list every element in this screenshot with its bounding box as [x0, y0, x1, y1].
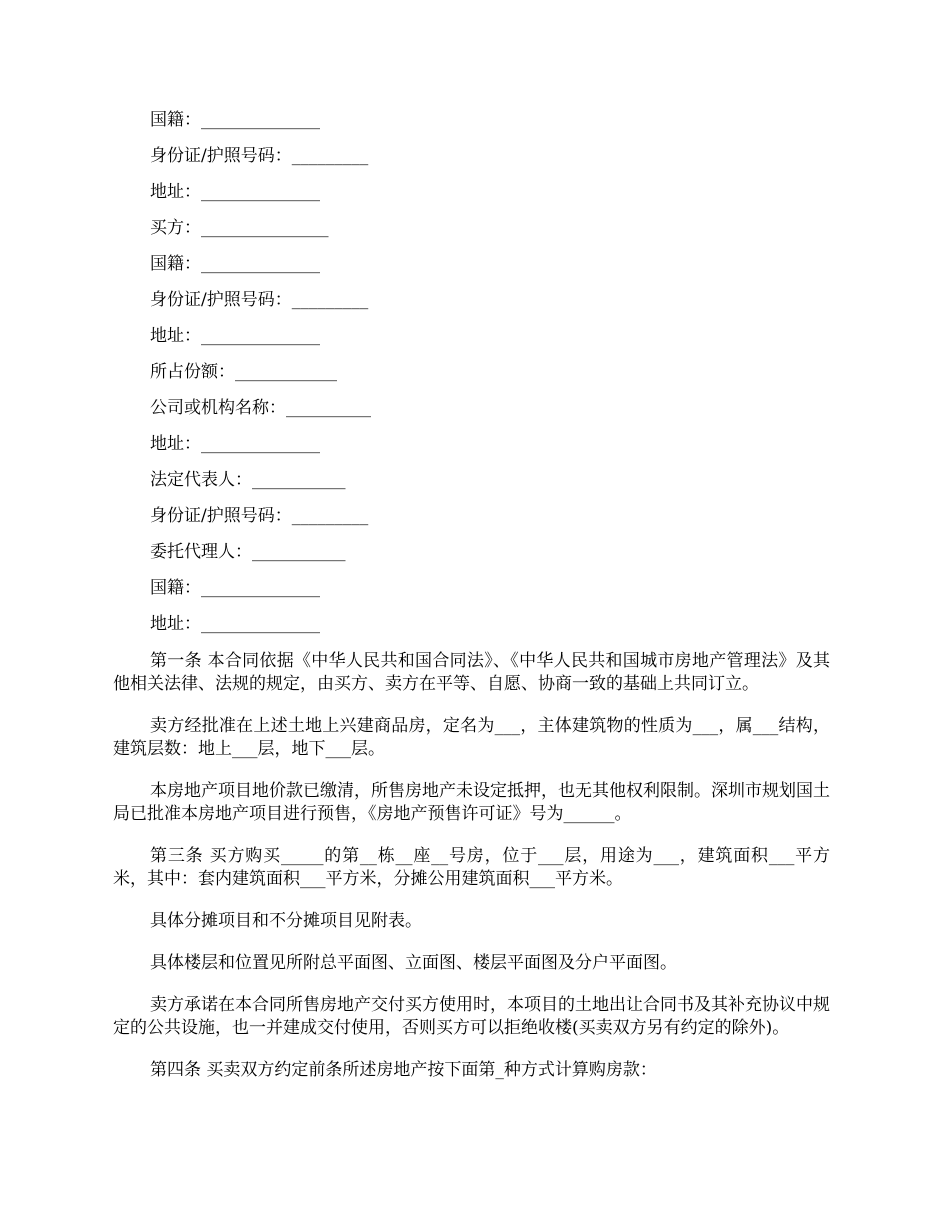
field-nationality: 国籍：______________ — [150, 254, 320, 274]
field-nationality: 国籍：______________ — [150, 110, 320, 130]
field-address: 地址：______________ — [150, 434, 320, 454]
field-legal-representative: 法定代表人：___________ — [150, 470, 346, 490]
floor-plans-paragraph: 具体楼层和位置见所附总平面图、立面图、楼层平面图及分户平面图。 — [150, 953, 677, 973]
article-1-paragraph: 第一条 本合同依据《中华人民共和国合同法》、《中华人民共和国城市房地产管理法》及其他相关法律、法规的规定，由买方、卖方在平等、自愿、协商一致的基础上共同订立。 — [113, 651, 830, 694]
field-id-passport-number: 身份证/护照号码：_________ — [150, 146, 369, 166]
field-address: 地址：______________ — [150, 614, 320, 634]
article-4-paragraph: 第四条 买卖双方约定前条所述房地产按下面第_种方式计算购房款： — [150, 1060, 657, 1080]
field-share: 所占份额：____________ — [150, 362, 337, 382]
article-3-paragraph: 第三条 买方购买_____的第__栋__座__号房，位于___层，用途为___，建筑面积___平方米，其中：套内建筑面积___平方米，分摊公用建筑面积___平方米。 — [113, 846, 830, 889]
land-price-paragraph: 本房地产项目地价款已缴清，所售房地产未设定抵押，也无其他权利限制。深圳市规划国土局已批准本房地产项目进行预售，《房地产预售许可证》号为______。 — [113, 781, 830, 824]
field-address: 地址：______________ — [150, 326, 320, 346]
seller-promise-paragraph: 卖方承诺在本合同所售房地产交付买方使用时，本项目的土地出让合同书及其补充协议中规定的公共设施，也一并建成交付使用，否则买方可以拒绝收楼(买卖双方另有约定的除外)。 — [113, 995, 830, 1038]
project-naming-paragraph: 卖方经批准在上述土地上兴建商品房，定名为___，主体建筑物的性质为___，属___结构，建筑层数：地上___层，地下___层。 — [113, 716, 830, 759]
field-address: 地址：______________ — [150, 182, 320, 202]
contract-body — [113, 106, 830, 1101]
field-buyer: 买方：_______________ — [150, 218, 329, 238]
field-company-name: 公司或机构名称：__________ — [150, 398, 371, 418]
field-id-passport-number: 身份证/护照号码：_________ — [150, 506, 369, 526]
field-nationality: 国籍：______________ — [150, 578, 320, 598]
field-id-passport-number: 身份证/护照号码：_________ — [150, 290, 369, 310]
field-authorized-agent: 委托代理人：___________ — [150, 542, 346, 562]
shared-items-paragraph: 具体分摊项目和不分摊项目见附表。 — [150, 911, 422, 931]
